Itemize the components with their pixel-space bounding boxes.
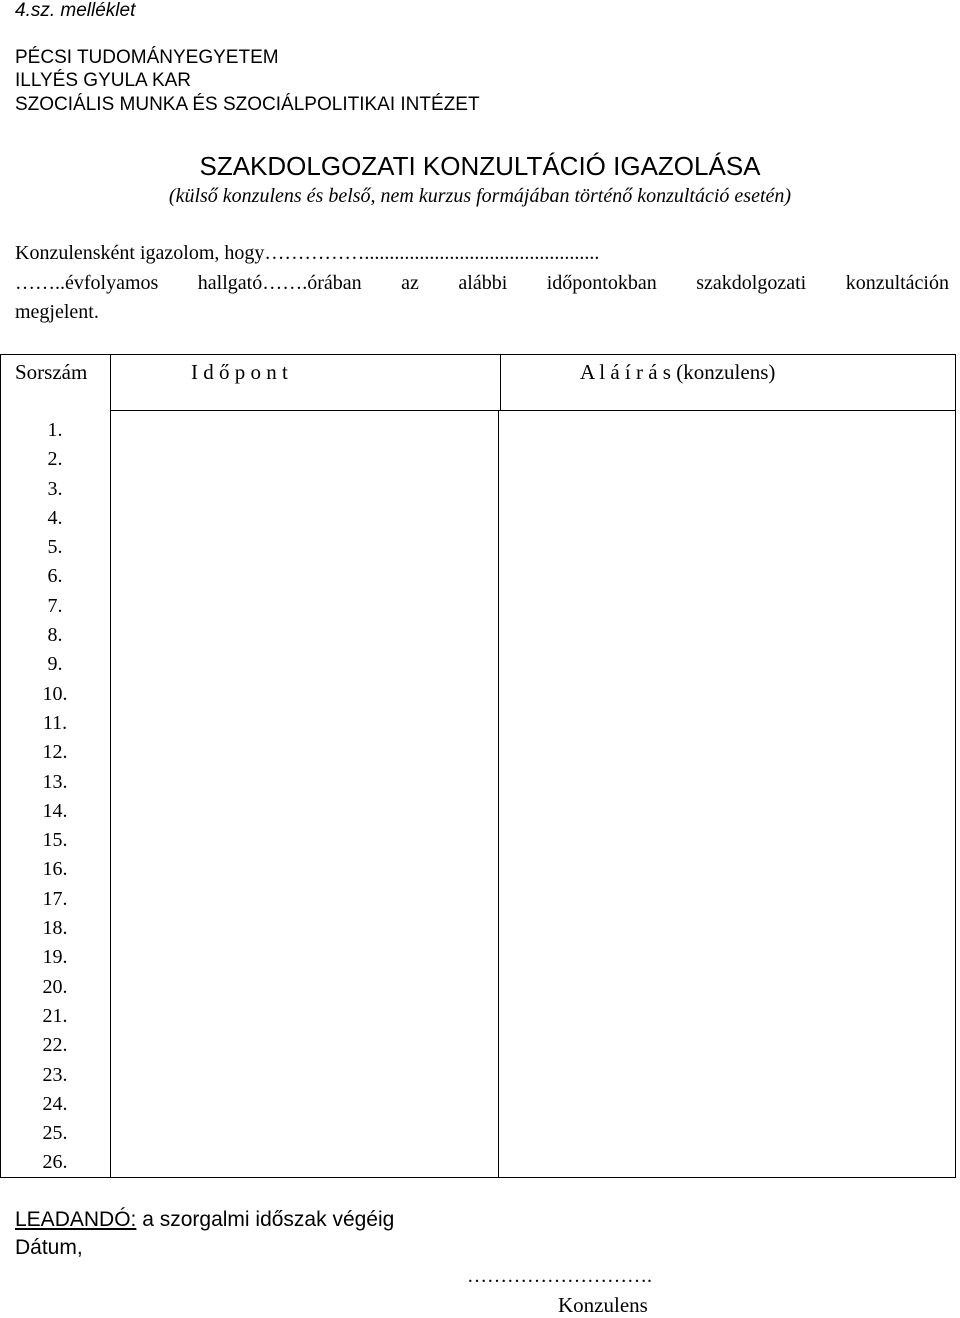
- row-number: 5.: [47, 536, 63, 559]
- row-number: 16.: [42, 858, 68, 881]
- header-number: Sorszám: [15, 360, 88, 384]
- header-separator: [110, 410, 955, 411]
- row-number: 1.: [47, 419, 63, 441]
- row-number: 14.: [42, 799, 68, 822]
- row-number: 6.: [47, 565, 63, 588]
- institution-line-university: PÉCSI TUDOMÁNYEGYETEM: [15, 47, 279, 68]
- row-number: 21.: [42, 1004, 68, 1027]
- institution-line-institute: SZOCIÁLIS MUNKA ÉS SZOCIÁLPOLITIKAI INTÉZET: [15, 94, 480, 115]
- row-number: 2.: [47, 448, 63, 471]
- row-number: 20.: [42, 975, 68, 998]
- document-subtitle: (külső konzulens és belső, nem kurzus formájában történő konzultáció esetén): [168, 185, 792, 207]
- row-number: 26.: [42, 1151, 68, 1174]
- row-number: 4.: [47, 506, 63, 529]
- row-number: 17.: [42, 887, 68, 910]
- signature-label: Konzulens: [558, 1293, 648, 1317]
- submission-deadline-label: LEADANDÓ:: [15, 1208, 137, 1231]
- certification-line-1: Konzulensként igazolom, hogy……………...............................................: [15, 242, 600, 264]
- column-divider-signature: [498, 410, 499, 1178]
- table-top-border: [0, 354, 956, 355]
- annex-label: 4.sz. melléklet: [15, 0, 136, 21]
- table-right-border: [955, 354, 956, 1178]
- row-number: 7.: [47, 594, 63, 617]
- consultation-table: [0, 354, 956, 1178]
- column-divider-header: [500, 354, 501, 410]
- row-number: 15.: [42, 829, 68, 852]
- signature-line: ……………………….: [467, 1265, 652, 1287]
- row-number: 19.: [42, 946, 68, 969]
- row-number: 3.: [47, 477, 63, 500]
- certification-line-2: ……..évfolyamos hallgató…….órában az alábbi időpontokban szakdolgozati konzultáción: [15, 272, 949, 294]
- institution-line-faculty: ILLYÉS GYULA KAR: [15, 70, 192, 91]
- row-number: 23.: [42, 1063, 68, 1086]
- header-signature: A l á í r á s (konzulens): [580, 360, 776, 384]
- row-number: 8.: [47, 624, 63, 647]
- row-number: 25.: [42, 1122, 68, 1145]
- row-number: 18.: [42, 917, 68, 940]
- submission-deadline: [15, 1208, 394, 1232]
- header-time: I d ő p o n t: [191, 360, 288, 384]
- table-bottom-border: [0, 1177, 956, 1178]
- row-number: 24.: [42, 1092, 68, 1115]
- document-title: SZAKDOLGOZATI KONZULTÁCIÓ IGAZOLÁSA: [199, 151, 761, 181]
- row-number: 10.: [42, 682, 68, 705]
- submission-deadline-text: a szorgalmi időszak végéig: [136, 1208, 395, 1231]
- row-number: 11.: [42, 711, 68, 734]
- row-number: 22.: [42, 1034, 68, 1057]
- date-label: Dátum,: [15, 1236, 83, 1259]
- row-number: 9.: [47, 653, 63, 676]
- row-number: 12.: [42, 741, 68, 764]
- row-numbers: [0, 416, 110, 1178]
- certification-line-3: megjelent.: [15, 301, 99, 323]
- column-divider-number: [110, 354, 111, 1178]
- row-number: 13.: [42, 770, 68, 793]
